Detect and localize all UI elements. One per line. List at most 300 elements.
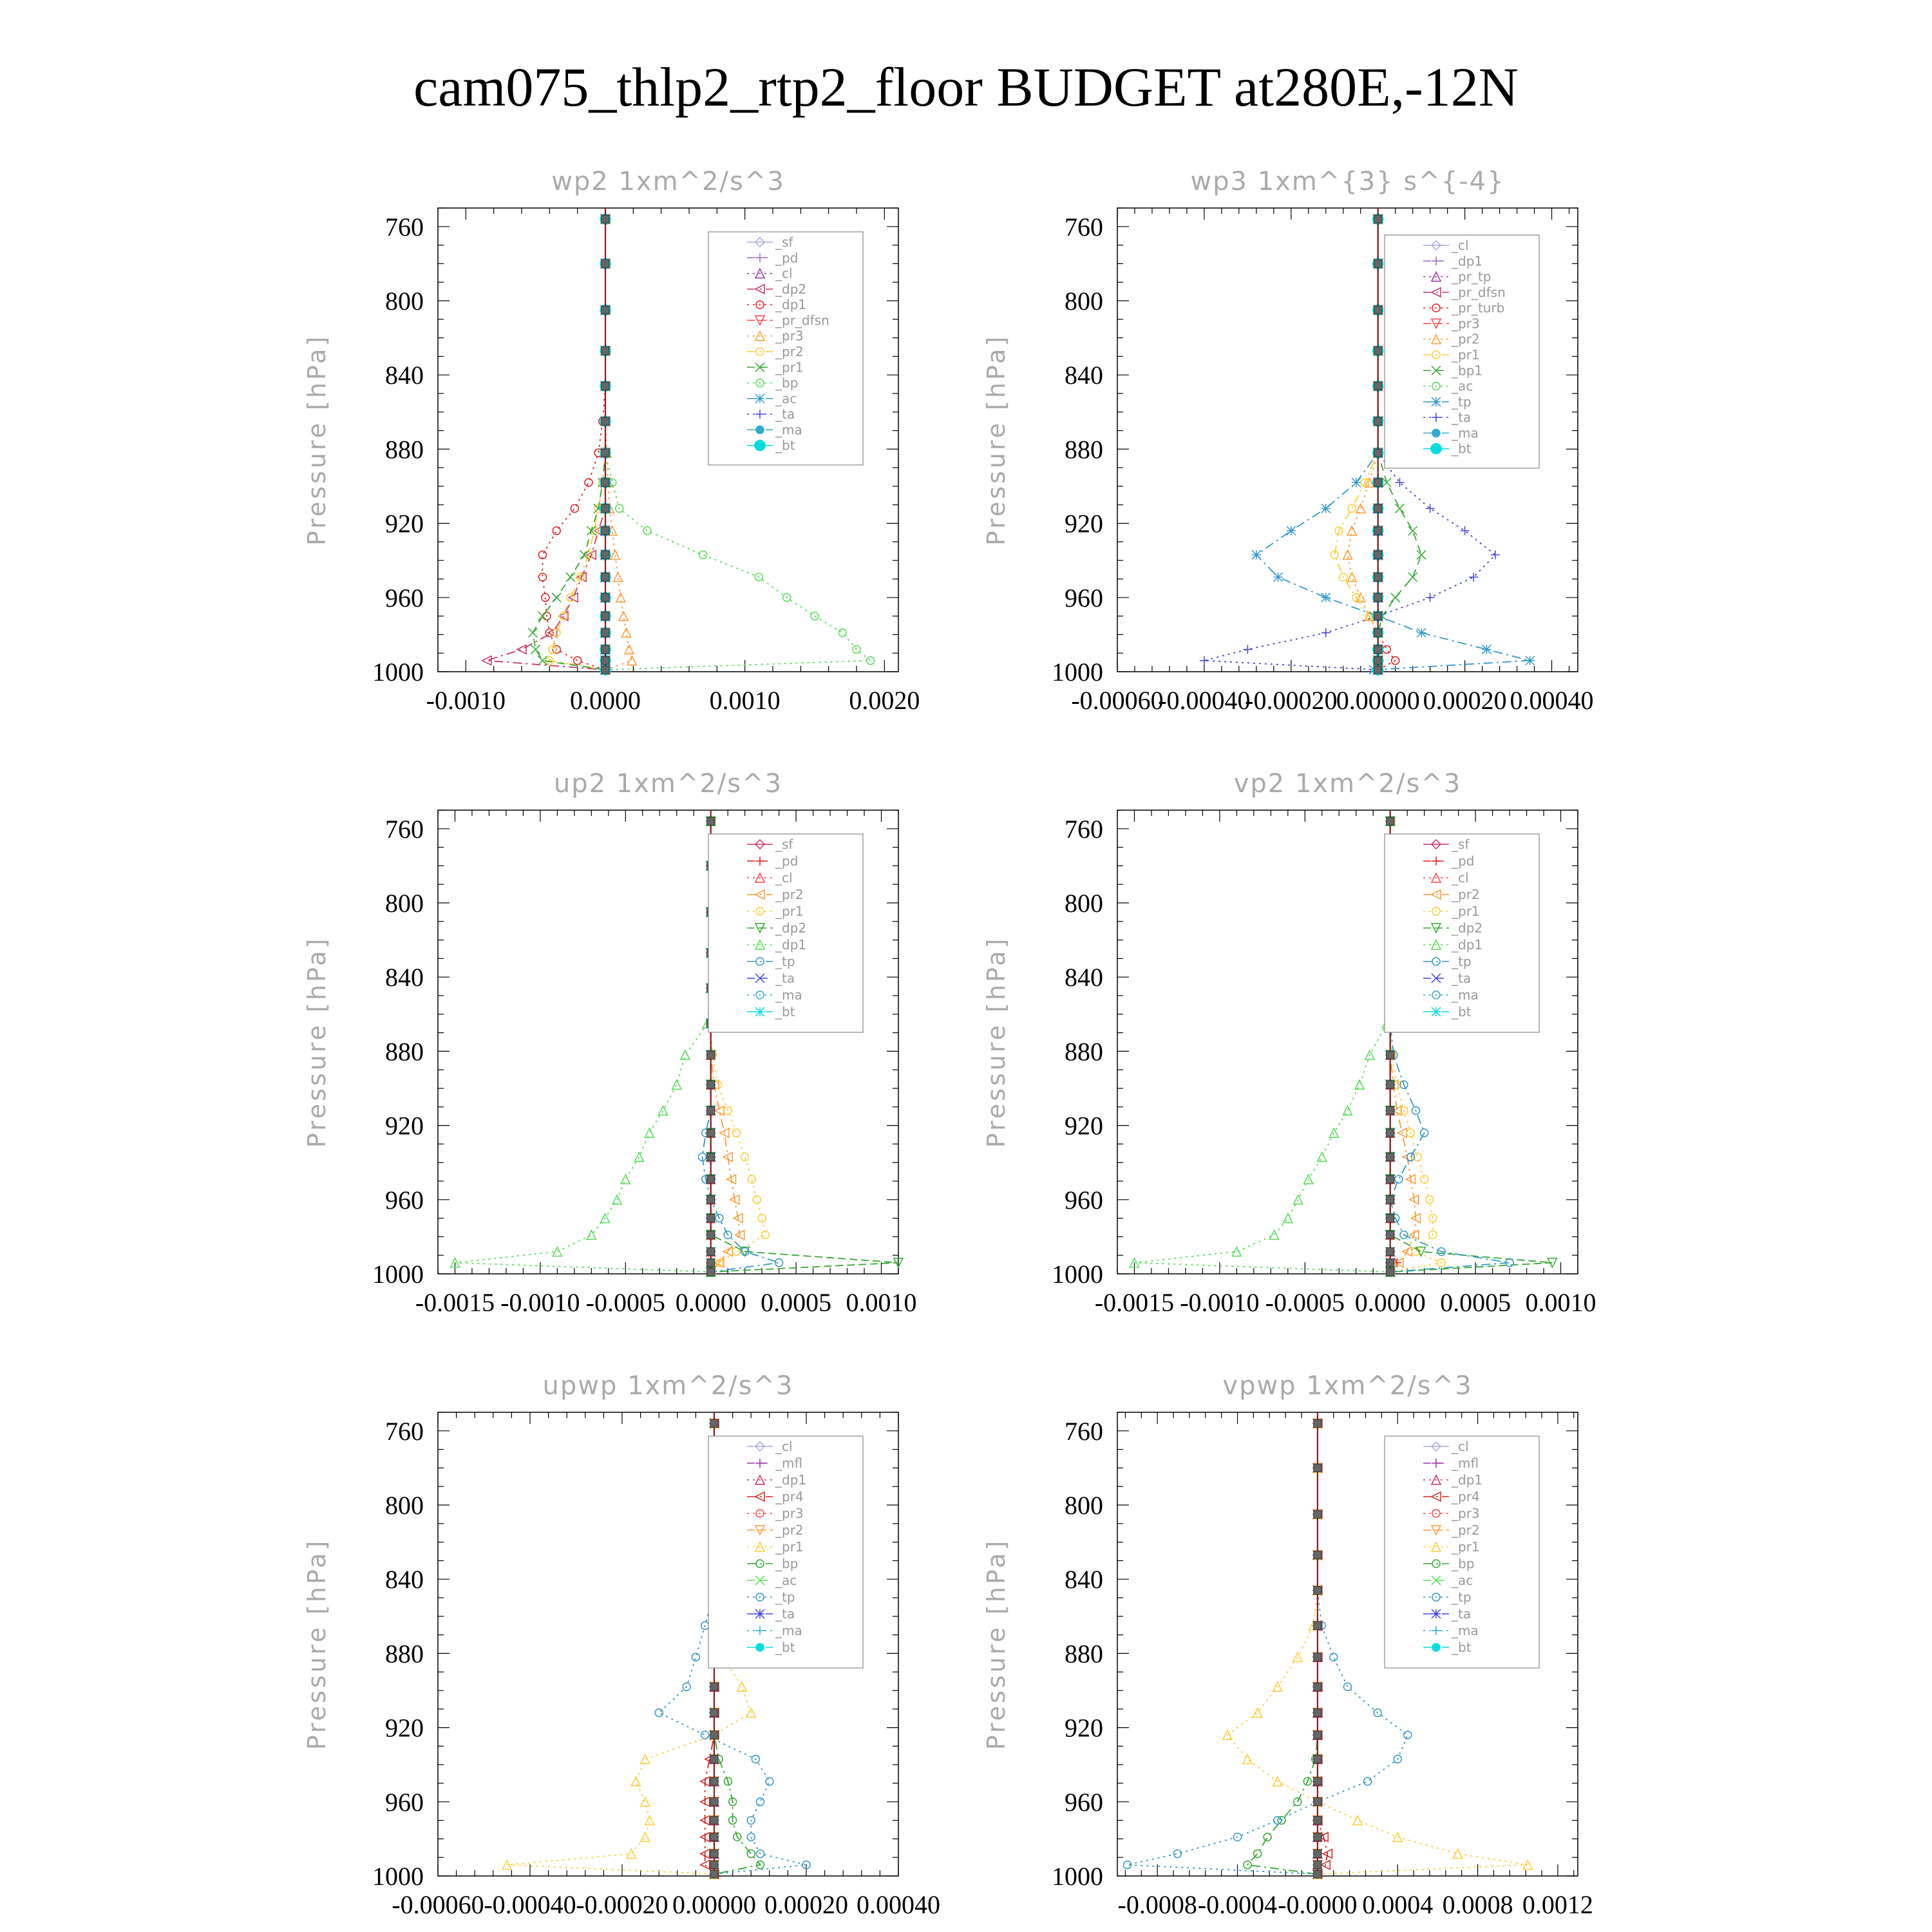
y-tick-label: 920 (385, 1111, 424, 1141)
y-tick-label: 960 (1065, 1185, 1103, 1215)
data-point (601, 612, 609, 620)
data-point (747, 1833, 755, 1841)
legend-label: _cl (775, 870, 793, 886)
y-tick-label: 880 (385, 1639, 424, 1669)
legend-marker (1432, 1007, 1441, 1016)
data-point (574, 657, 582, 665)
legend-label: _pr2 (775, 344, 804, 359)
data-point (1314, 1833, 1321, 1841)
legend-label: _cl (1452, 870, 1469, 886)
data-point (741, 1153, 749, 1161)
legend-label: _pr_turb (1452, 300, 1505, 316)
legend-label: _bt (775, 1004, 795, 1019)
data-point (707, 1231, 715, 1239)
data-point (645, 1816, 654, 1825)
x-tick-label: -0.00060 (1071, 686, 1164, 715)
legend-label: _cl (775, 1439, 793, 1454)
data-point (627, 656, 636, 665)
x-tick-label: -0.0015 (415, 1288, 495, 1317)
data-point (737, 1682, 746, 1691)
x-tick-label: -0.00020 (576, 1890, 668, 1919)
legend-label: _ma (1452, 1623, 1479, 1638)
data-point (1243, 645, 1252, 654)
data-point (1387, 1196, 1394, 1204)
data-point (1482, 645, 1491, 654)
data-point (1314, 1798, 1321, 1806)
legend-marker (756, 1643, 764, 1651)
x-tick-label: 0.00020 (764, 1890, 848, 1919)
data-point (1469, 573, 1478, 582)
legend-label: _pr1 (1452, 904, 1480, 919)
x-tick-label: -0.0005 (1265, 1288, 1345, 1317)
data-point (1314, 1653, 1321, 1661)
data-point (1374, 260, 1382, 267)
data-point (1387, 1247, 1394, 1255)
data-point (732, 1129, 740, 1137)
y-tick-label: 840 (1065, 1565, 1103, 1595)
data-point (1314, 1683, 1321, 1690)
data-point (645, 1128, 654, 1137)
legend-label: _ta (1452, 1606, 1472, 1622)
legend-label: _bp (775, 1556, 799, 1571)
legend-label: _pr3 (775, 1506, 804, 1521)
y-tick-label: 800 (1065, 1491, 1103, 1520)
legend-label: _bt (1452, 440, 1472, 457)
data-point (1356, 504, 1365, 513)
legend-label: _pd (775, 853, 799, 869)
data-point (710, 1731, 718, 1739)
data-point (699, 551, 707, 559)
data-point (1318, 1153, 1327, 1162)
data-point (710, 1850, 718, 1857)
data-point (710, 1833, 718, 1841)
data-point (1321, 504, 1331, 513)
data-point (601, 551, 609, 559)
data-point (1526, 656, 1535, 665)
y-tick-label: 960 (385, 1787, 424, 1817)
data-point (1314, 1777, 1321, 1785)
data-point (1252, 551, 1261, 560)
data-point (1387, 1231, 1394, 1239)
data-point (710, 1756, 718, 1763)
data-point (1417, 629, 1426, 638)
legend-label: _ta (775, 406, 795, 422)
data-point (1417, 551, 1426, 560)
legend (1385, 1436, 1539, 1668)
data-point (1374, 629, 1382, 637)
legend-label: _dp1 (1452, 937, 1483, 952)
x-tick-label: 0.00040 (857, 1890, 940, 1919)
legend-label: _bt (775, 1640, 795, 1655)
data-point (601, 629, 609, 637)
x-tick-label: -0.0005 (585, 1288, 665, 1317)
y-tick-label: 800 (385, 889, 424, 918)
data-point (707, 1259, 715, 1267)
data-point (1374, 347, 1382, 355)
data-point (601, 645, 609, 653)
data-point (707, 817, 715, 825)
data-point (1348, 505, 1356, 513)
legend-label: _ac (775, 390, 797, 406)
data-point (1429, 1215, 1437, 1222)
legend-label: _sf (775, 837, 793, 852)
y-tick-label: 840 (1065, 361, 1103, 390)
data-point (1374, 594, 1382, 601)
data-point (552, 593, 561, 602)
data-point (601, 478, 609, 486)
x-tick-label: -0.0010 (426, 686, 506, 715)
legend-label: _pr2 (1452, 331, 1480, 347)
legend-marker (1431, 444, 1441, 454)
data-point (692, 1653, 699, 1661)
data-point (1355, 1080, 1364, 1089)
data-point (1395, 1175, 1403, 1183)
legend-label: _bt (775, 437, 795, 453)
data-point (1374, 666, 1382, 674)
data-point (1264, 1833, 1271, 1841)
data-point (1387, 817, 1394, 825)
data-point (1426, 593, 1435, 602)
data-point (1374, 417, 1382, 425)
data-point (641, 1797, 650, 1806)
legend-label: _dp2 (775, 920, 807, 936)
legend-label: _pr_tp (1452, 269, 1492, 285)
legend-label: _pr1 (775, 359, 804, 375)
legend-marker (755, 1609, 764, 1618)
data-point (707, 1268, 715, 1276)
data-point (1343, 1106, 1352, 1115)
data-point (655, 1709, 663, 1717)
data-point (502, 1861, 511, 1870)
legend-label: _ac (775, 1573, 797, 1588)
data-point (601, 215, 609, 223)
data-point (1387, 1175, 1394, 1183)
y-tick-label: 920 (1065, 1111, 1103, 1141)
legend-label: _pr2 (1452, 1522, 1480, 1538)
data-point (1347, 526, 1356, 535)
data-point (707, 1215, 715, 1222)
y-tick-label: 880 (1065, 435, 1103, 464)
legend-label: _pr3 (1452, 316, 1480, 332)
legend-label: _cl (1452, 1439, 1469, 1454)
data-point (707, 1081, 715, 1088)
legend-label: _tp (775, 1589, 795, 1605)
x-tick-label: -0.0010 (1180, 1288, 1260, 1317)
x-tick-label: -0.00060 (392, 1890, 484, 1919)
x-tick-label: 0.0010 (709, 686, 781, 715)
data-point (838, 629, 846, 637)
x-tick-label: 0.0010 (846, 1288, 917, 1317)
data-point (1387, 1051, 1394, 1059)
data-point (585, 478, 592, 486)
x-tick-label: 0.0000 (570, 686, 641, 715)
legend-label: _pr4 (775, 1489, 804, 1504)
legend-label: _bt (1452, 1640, 1472, 1655)
data-point (707, 1196, 715, 1204)
x-tick-label: 0.00020 (1423, 686, 1507, 715)
page-title: cam075_thlp2_rtp2_floor BUDGET at280E,-12N (413, 56, 1519, 118)
legend-label: _tp (1452, 1589, 1472, 1605)
legend-label: _dp1 (775, 937, 807, 952)
x-tick-label: -0.00040 (484, 1890, 576, 1919)
x-tick-label: 0.0020 (849, 686, 920, 715)
y-tick-label: 880 (1065, 1037, 1103, 1066)
y-tick-label: 760 (1065, 814, 1103, 844)
data-point (707, 1051, 715, 1059)
chart-panel (982, 769, 1596, 1317)
data-point (1374, 612, 1382, 620)
x-tick-label: -0.0015 (1094, 1288, 1175, 1317)
data-point (601, 573, 609, 581)
series-line (543, 219, 606, 670)
y-axis-label: Pressure [hPa] (303, 936, 331, 1148)
x-tick-label: -0.0010 (500, 1288, 580, 1317)
data-point (625, 645, 634, 654)
data-point (601, 527, 609, 535)
data-point (1314, 1510, 1321, 1518)
data-point (601, 594, 609, 601)
legend-label: _bp (775, 375, 799, 391)
x-tick-label: 0.0000 (1354, 1288, 1426, 1317)
data-point (701, 1731, 709, 1739)
data-point (1387, 1259, 1394, 1267)
data-point (611, 551, 620, 560)
data-point (1353, 1816, 1362, 1825)
x-tick-label: 0.0005 (1440, 1288, 1511, 1317)
data-point (1314, 1419, 1321, 1427)
y-tick-label: 960 (385, 1185, 424, 1215)
legend-marker (755, 440, 765, 451)
data-point (1374, 215, 1382, 223)
data-point (1200, 656, 1209, 665)
legend-label: _pr3 (775, 328, 804, 344)
data-point (1321, 629, 1331, 638)
x-tick-label: -0.00020 (1245, 686, 1338, 715)
data-point (1314, 1731, 1321, 1739)
y-tick-label: 880 (385, 1037, 424, 1066)
data-point (631, 1777, 640, 1786)
legend (1385, 235, 1539, 468)
y-tick-label: 1000 (1052, 658, 1103, 687)
data-point (707, 1175, 715, 1183)
legend (1385, 834, 1539, 1032)
data-point (616, 593, 625, 602)
y-tick-label: 840 (385, 1565, 424, 1595)
legend-label: _ac (1452, 378, 1473, 394)
data-point (748, 1175, 755, 1183)
data-point (707, 1247, 715, 1255)
data-point (1395, 504, 1404, 513)
data-point (1426, 504, 1435, 513)
data-point (1314, 1586, 1321, 1594)
data-point (1461, 526, 1470, 535)
legend (708, 834, 863, 1032)
y-tick-label: 840 (385, 361, 424, 390)
data-point (1374, 573, 1382, 581)
data-point (641, 1755, 650, 1764)
data-point (1344, 1683, 1352, 1690)
data-point (811, 612, 819, 620)
chart-panel (303, 769, 917, 1317)
legend-label: _pr1 (775, 1539, 804, 1555)
data-point (1408, 573, 1417, 582)
legend-label: _pr1 (775, 904, 804, 919)
data-point (1383, 645, 1390, 653)
data-point (601, 382, 609, 390)
chart-panel (982, 1371, 1593, 1919)
x-tick-label: 0.0012 (1522, 1890, 1593, 1919)
legend-marker (1432, 397, 1441, 406)
data-point (553, 1247, 562, 1256)
data-point (538, 612, 547, 621)
data-point (710, 1861, 718, 1869)
series-line (455, 821, 711, 1272)
y-tick-label: 960 (1065, 583, 1103, 612)
y-tick-label: 880 (385, 435, 424, 464)
data-point (1274, 573, 1283, 582)
y-axis-label: Pressure [hPa] (982, 936, 1010, 1148)
data-point (1374, 382, 1382, 390)
data-point (710, 1419, 718, 1427)
data-point (528, 629, 537, 638)
data-point (553, 527, 560, 535)
y-tick-label: 920 (385, 1713, 424, 1743)
x-tick-label: 0.0005 (761, 1288, 832, 1317)
x-tick-label: -0.0000 (1278, 1890, 1358, 1919)
y-tick-label: 760 (385, 1416, 424, 1446)
data-point (867, 657, 875, 665)
panel-title: vp2 1xm^2/s^3 (1233, 769, 1462, 799)
legend-label: _ta (1452, 410, 1472, 426)
panel-title: wp3 1xm^{3} s^{-4} (1190, 167, 1505, 196)
legend-label: _sf (775, 234, 793, 250)
data-point (710, 1870, 718, 1878)
data-point (1314, 1861, 1321, 1869)
data-point (1408, 526, 1417, 535)
data-point (1374, 505, 1382, 513)
data-point (1321, 593, 1331, 602)
y-tick-label: 800 (385, 287, 424, 316)
data-point (1314, 1709, 1321, 1717)
legend-label: _cl (775, 265, 793, 281)
data-point (1404, 1731, 1412, 1739)
x-tick-label: 0.0008 (1442, 1890, 1513, 1919)
data-point (1314, 1551, 1321, 1559)
data-point (724, 1107, 732, 1115)
data-point (601, 657, 609, 665)
data-point (753, 1196, 761, 1204)
legend-label: _pr2 (1452, 887, 1480, 902)
legend-label: _bp1 (1452, 363, 1483, 379)
legend-label: _pr2 (775, 887, 804, 902)
legend-marker (755, 394, 764, 403)
data-point (1314, 1817, 1321, 1824)
legend-label: _cl (1452, 238, 1469, 253)
legend-marker (1432, 1643, 1440, 1651)
legend-label: _dp1 (775, 1472, 807, 1488)
legend-label: _ma (775, 1623, 802, 1638)
legend-marker (1432, 429, 1440, 437)
data-point (1374, 645, 1382, 653)
data-point (1387, 1081, 1394, 1088)
legend-label: _dp1 (1452, 253, 1483, 269)
data-point (1421, 1175, 1428, 1183)
data-point (571, 505, 578, 513)
data-point (601, 417, 609, 425)
legend-label: _pr1 (1452, 347, 1480, 363)
y-tick-label: 920 (1065, 509, 1103, 538)
legend-label: _pr3 (1452, 1506, 1480, 1521)
y-tick-label: 760 (1065, 1416, 1103, 1446)
data-point (1330, 1653, 1338, 1661)
data-point (1387, 1215, 1394, 1222)
legend-label: _pr4 (1452, 1489, 1480, 1504)
data-point (1314, 1464, 1321, 1472)
x-tick-label: 0.0004 (1362, 1890, 1434, 1919)
x-tick-label: 0.0000 (675, 1288, 746, 1317)
data-point (710, 1683, 718, 1690)
data-point (747, 1850, 755, 1857)
data-point (601, 666, 609, 674)
data-point (1314, 1850, 1321, 1857)
legend-label: _ma (775, 987, 802, 1003)
data-point (1243, 1755, 1252, 1764)
data-point (517, 645, 526, 654)
y-tick-label: 760 (1065, 212, 1103, 242)
legend-label: _sf (1452, 837, 1470, 852)
legend-label: _tp (1452, 393, 1472, 410)
chart-panel (982, 167, 1594, 715)
data-point (1374, 306, 1382, 314)
data-point (1374, 449, 1382, 457)
data-point (707, 1153, 715, 1161)
y-tick-label: 1000 (1052, 1260, 1103, 1289)
data-point (707, 1129, 715, 1137)
data-point (634, 1153, 643, 1162)
y-tick-label: 920 (1065, 1713, 1103, 1743)
panel-title: up2 1xm^2/s^3 (553, 769, 783, 799)
legend-label: _ma (775, 422, 802, 438)
legend-label: _pr1 (1452, 1539, 1480, 1555)
y-tick-label: 760 (385, 814, 424, 844)
data-point (757, 1798, 764, 1806)
legend-label: _mfl (775, 1455, 803, 1471)
data-point (641, 1833, 650, 1842)
y-tick-label: 800 (1065, 889, 1103, 918)
legend-label: _pr_dfsn (1452, 284, 1506, 300)
legend-label: _pd (1452, 853, 1475, 869)
legend-label: _pr_dfsn (775, 312, 829, 328)
series-line (533, 219, 605, 670)
data-point (710, 1709, 718, 1717)
data-point (1374, 657, 1382, 665)
data-point (601, 260, 609, 267)
y-tick-label: 920 (385, 509, 424, 538)
y-tick-label: 800 (385, 1491, 424, 1520)
legend-label: _ma (1452, 987, 1479, 1003)
data-point (601, 347, 609, 355)
data-point (539, 573, 547, 581)
data-point (601, 306, 609, 314)
legend (708, 1436, 863, 1668)
data-point (1329, 1128, 1338, 1137)
y-tick-label: 880 (1065, 1639, 1103, 1669)
legend-label: _ta (1452, 971, 1472, 986)
data-point (601, 505, 609, 513)
data-point (710, 1817, 718, 1824)
x-tick-label: 0.00000 (672, 1890, 756, 1919)
data-point (1374, 527, 1382, 535)
